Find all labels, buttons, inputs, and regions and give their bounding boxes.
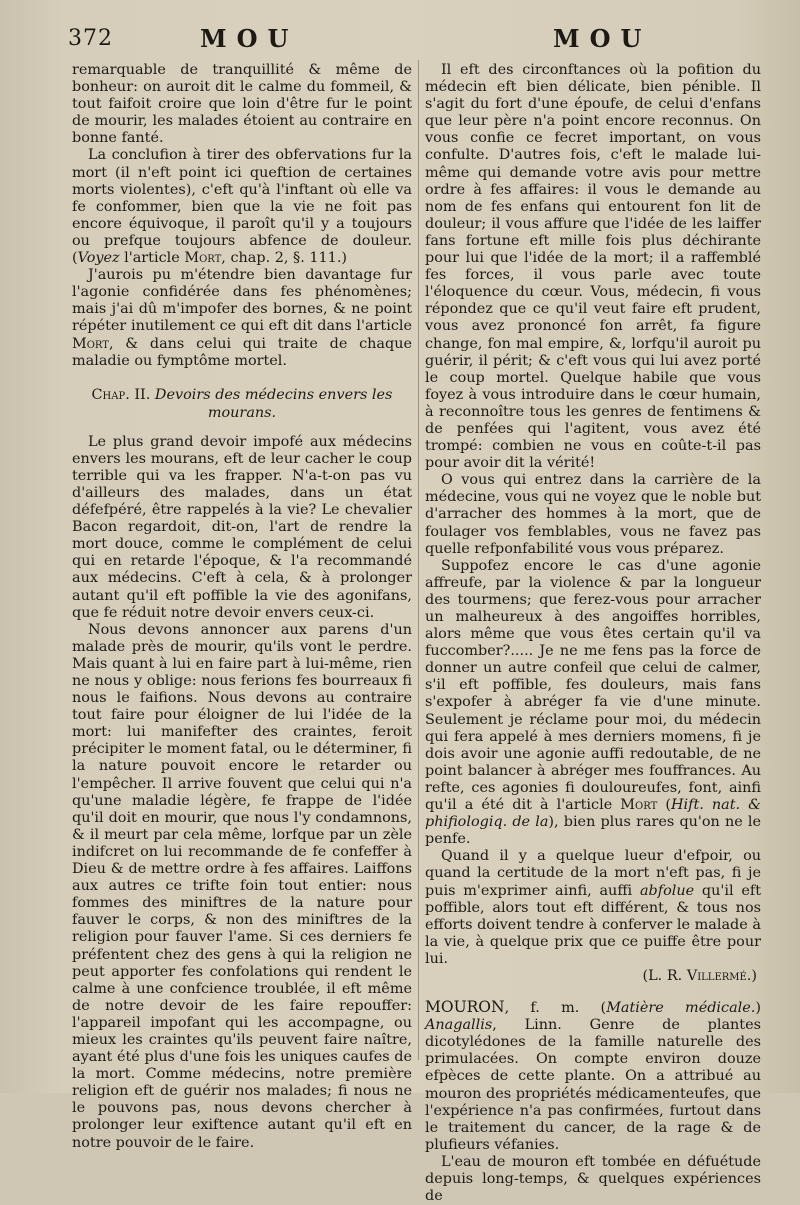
cross-reference-mort: Mort: [72, 335, 109, 352]
paragraph: O vous qui entrez dans la carrière de la médecine, vous qui ne voyez que le noble but d'arracher des hommes à la mort, que de foulager vos femblables, vous ne favez pas quelle refponfabilité vous vous préparez.: [425, 472, 761, 557]
cross-reference-mort: Mort: [184, 250, 222, 267]
dictionary-entry: MOURON, f. m. (Matière médicale.) Anagallis, Linn. Genre de plantes dicotylédones de la famille naturelle des primulacées. On compte environ douze efpèces de cette plante. On a attribué au mouron des propriétés médicamenteufes, que l'expérience n'a pas confirmées, furtout dans le traitement du cancer, de la rage & de plufieurs véfanies.: [425, 998, 761, 1153]
running-head-right: MOU: [553, 24, 652, 53]
column-divider: [418, 60, 419, 1060]
entry-separator: [425, 985, 761, 999]
entry-latin-name: Anagallis: [425, 1017, 493, 1034]
paragraph: Il eft des circonftances où la pofition du médecin eft bien délicate, bien pénible. Il s'agit du fort d'une époufe, de celui d'enfans que leur père n'a point encore reconnus. On vous confie ce fecret important, on vous confulte. D'autres fois, c'eft le malade lui-même qui demande votre avis pour mettre ordre à fes affaires: il vous le demande au nom de fes enfans qui entourent fon lit de douleur; il vous affure que l'idée de les laiffer fans fortune eft mille fois plus déchirante pour lui que l'idée de la mort; il a raffemblé fes forces, il vous parle avec toute l'éloquence du cœur. Vous, médecin, fi vous répondez que ce qu'il veut faire eft prudent, vous avez prononcé fon arrêt, fa figure change, fon mal empire, &, lorfqu'il auroit pu guérir, il périt; & c'eft vous qui lui avez porté le coup mortel. Quelque habile que vous foyez à vous introduire dans le cœur humain, à reconnoître tous les genres de fentimens & de penfées qui l'agitent, vous avez été trompé: combien ne vous en coûte-t-il pas pour avoir dit la vérité!: [425, 62, 761, 472]
cross-reference-mort: Mort: [620, 797, 658, 814]
voyez-reference: Voyez: [77, 250, 120, 267]
paragraph: J'aurois pu m'étendre bien davantage fur l'agonie confidérée dans fes phénomènes; mais j'ai dû m'impofer des bornes, & ne point répéter inutilement ce qui eft dit dans l'article Mort, & dans celui qui traite de chaque maladie ou fymptôme mortel.: [72, 267, 412, 369]
paragraph: Nous devons annoncer aux parens d'un malade près de mourir, qu'ils vont le perdre. Mais quant à lui en faire part à lui-même, rien ne nous y oblige: nous ferions fes bourreaux fi nous le faifions. Nous devons au contraire tout faire pour éloigner de lui l'idée de la mort: lui manifefter des craintes, feroit précipiter le moment fatal, ou le déterminer, fi la nature pouvoit encore le retarder ou l'empêcher. Il arrive fouvent que celui qui n'a qu'une maladie légère, fe frappe de l'idée qu'il doit en mourir, que nous l'y condamnons, & il meurt par cela même, lorfque par un zèle indifcret on lui recommande de fe confeffer à Dieu & de mettre ordre à fes affaires. Laiffons aux autres ce trifte foin tout entier: nous fommes des miniftres de la nature pour fauver le corps, & non des miniftres de la religion pour fauver l'ame. Si ces derniers fe préfentent chez des gens à qui la religion ne peut apporter fes confolations qui rendent le calme à une confcience troublée, il eft même de notre devoir de les faire repouffer: l'appareil impofant qui les accompagne, ou mieux les craintes qu'ils peuvent faire naître, ayant été plus d'une fois les uniques caufes de la mort. Comme médecins, notre première religion eft de guérir nos malades; fi nous ne le pouvons pas, nous devons chercher à prolonger leur exiftence autant qu'il eft en notre pouvoir de le faire.: [72, 621, 412, 1151]
author-signature: (L. R. Villermé.): [642, 967, 757, 984]
entry-headword: MOURON: [425, 998, 505, 1017]
entry-category: Matière médicale.: [606, 1000, 756, 1017]
paragraph: L'eau de mouron eft tombée en défuétude depuis long-temps, & quelques expériences de: [425, 1153, 761, 1205]
paragraph: La conclufion à tirer des obfervations fur la mort (il n'eft point ici queftion de certaines morts violentes), c'eft qu'à l'inftant où elle va fe confommer, bien que la vie ne foit pas encore équivoque, il paroît qu'il y a toujours ou prefque toujours abfence de douleur. (Voyez l'article Mort, chap. 2, §. 111.): [72, 147, 412, 267]
page-number: 372: [68, 26, 113, 51]
section-reference: Hift. nat. & phifiologiq. de la: [425, 797, 761, 831]
right-column: [425, 62, 761, 1205]
running-head-left: MOU: [200, 24, 299, 53]
chapter-title: Devoirs des médecins envers les mourans.: [154, 386, 393, 421]
paragraph: remarquable de tranquillité & même de bonheur: on auroit dit le calme du fommeil, & tout faifoit croire que loin d'être fur le point de mourir, les malades étoient au contraire en bonne fanté.: [72, 62, 412, 147]
paragraph: Le plus grand devoir impofé aux médecins envers les mourans, eft de leur cacher le coup terrible qui va les frapper. N'a-t-on pas vu d'ailleurs des malades, dans un état défefpéré, être rappelés à la vie? Le chevalier Bacon regardoit, dit-on, l'art de rendre la mort douce, comme le complément de celui qui en retarde l'époque, & l'a recommandé aux médecins. C'eft à cela, & à prolonger autant qu'il eft poffible la vie des agonifans, que fe réduit notre devoir envers ceux-ci.: [72, 433, 412, 621]
chapter-heading: [72, 386, 412, 422]
paragraph: Suppofez encore le cas d'une agonie affreufe, par la violence & par la longueur des tourmens; que ferez-vous pour arracher un malheureux à des angoiffes horribles, alors même que vous êtes certain qu'il va fuccomber?..... Je ne me fens pas la force de donner un autre confeil que celui de calmer, s'il eft poffible, fes douleurs, mais fans s'expofer à abréger fa vie d'une minute. Seulement je réclame pour moi, du médecin qui fera appelé à mes derniers momens, fi je dois avoir une agonie auffi redoutable, de ne point balancer à abréger mes fouffrances. Au refte, ces agonies fi douloureufes, font, ainfi qu'il a été dit à l'article Mort (Hift. nat. & phifiologiq. de la), bien plus rares qu'on ne le penfe.: [425, 557, 761, 848]
paragraph: Quand il y a quelque lueur d'efpoir, ou quand la certitude de la mort n'eft pas, fi je puis m'exprimer ainfi, auffi abfolue qu'il eft poffible, alors tout eft différent, & tous nos efforts doivent tendre à conferver le malade à la vie, à quelque prix que ce puiffe être pour lui.: [425, 848, 761, 967]
left-column: [72, 62, 412, 1152]
emphasis: abfolue: [639, 882, 695, 899]
chapter-label: Chap. II.: [91, 386, 151, 403]
page-header: [0, 18, 800, 58]
